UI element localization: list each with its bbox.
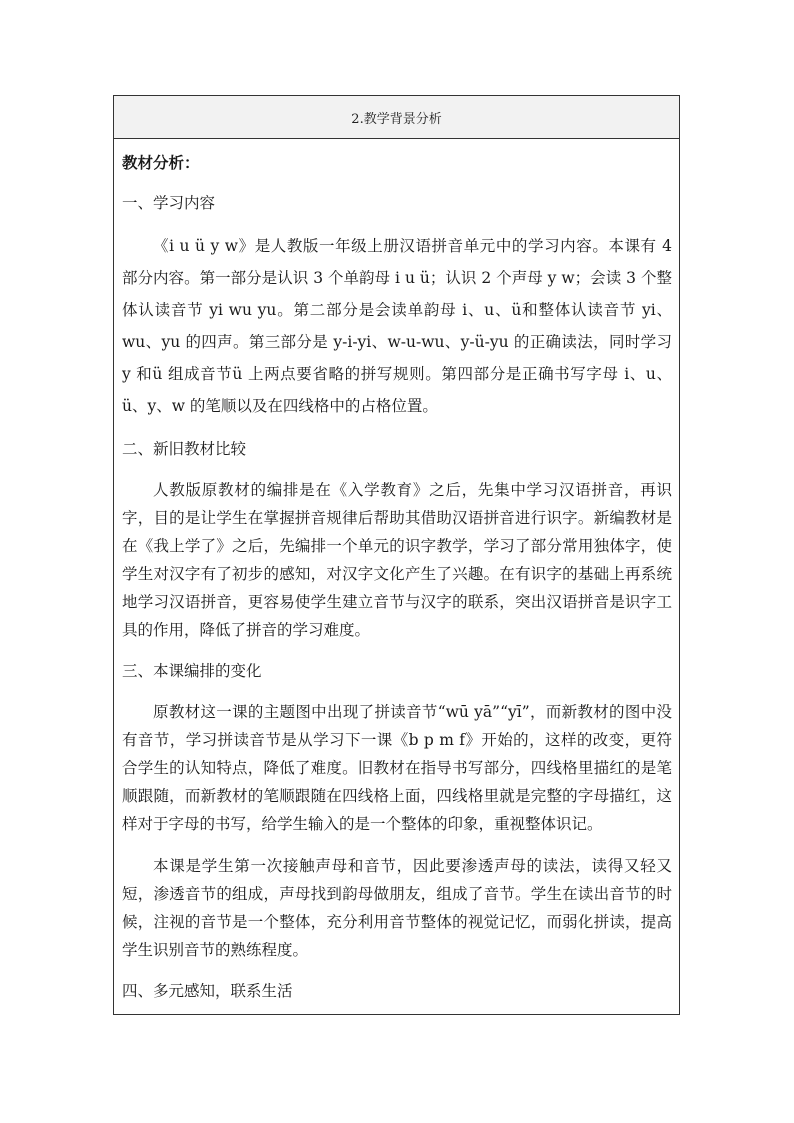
part-heading-4: 四、多元感知，联系生活: [122, 982, 293, 1000]
part-heading-2: 二、新旧教材比较: [122, 440, 247, 458]
lesson-table: [113, 95, 680, 1015]
part-2-paragraph-1: 人教版原教材的编排是在《入学教育》之后，先集中学习汉语拼音，再识字，目的是让学生在掌握拼音规律后帮助其借助汉语拼音进行识字。新编教材是在《我上学了》之后，先编排一个单元的识字教学，学习了部分常用独体字，使学生对汉字有了初步的感知，对汉字文化产生了兴趣。在有识字的基础上再系统地学习汉语拼音，更容易使学生建立音节与汉字的联系，突出汉语拼音是识字工具的作用，降低了拼音的学习难度。: [122, 481, 672, 639]
part-heading-1: 一、学习内容: [122, 194, 216, 212]
part-1-paragraph-1: 《i u ü y w》是人教版一年级上册汉语拼音单元中的学习内容。本课有 4 部分内容。第一部分是认识 3 个单韵母 i u ü；认识 2 个声母 y w；会读 3 个整体认读音节 yi wu yu。第二部分是会读单韵母 i、u、ü和整体认读音节 yi、wu、yu 的四声。第三部分是 y-i-yi、w-u-wu、y-ü-yu 的正确读法，同时学习 y 和ü 组成音节ü 上两点要省略的拼写规则。第四部分是正确书写字母 i、u、ü、y、w 的笔顺以及在四线格中的占格位置。: [122, 237, 672, 415]
table-header-title: 2.教学背景分析: [351, 111, 442, 127]
table-header-cell: [114, 96, 679, 139]
part-heading-3: 三、本课编排的变化: [122, 662, 262, 680]
part-3-paragraph-2: 本课是学生第一次接触声母和音节，因此要渗透声母的读法，读得又轻又短，渗透音节的组成，声母找到韵母做朋友，组成了音节。学生在读出音节的时候，注视的音节是一个整体，充分利用音节整体的视觉记忆，而弱化拼读，提高学生识别音节的熟练程度。: [122, 857, 672, 959]
part-3-paragraph-1: 原教材这一课的主题图中出现了拼读音节“wū yā”“yī”，而新教材的图中没有音节，学习拼读音节是从学习下一课《b p m f》开始的，这样的改变，更符合学生的认知特点，降低了难度。旧教材在指导书写部分，四线格里描红的是笔顺跟随，而新教材的笔顺跟随在四线格上面，四线格里就是完整的字母描红，这样对于字母的书写，给学生输入的是一个整体的印象，重视整体识记。: [122, 703, 672, 833]
table-content-cell: [114, 139, 679, 1004]
section-title: 教材分析：: [122, 153, 200, 172]
